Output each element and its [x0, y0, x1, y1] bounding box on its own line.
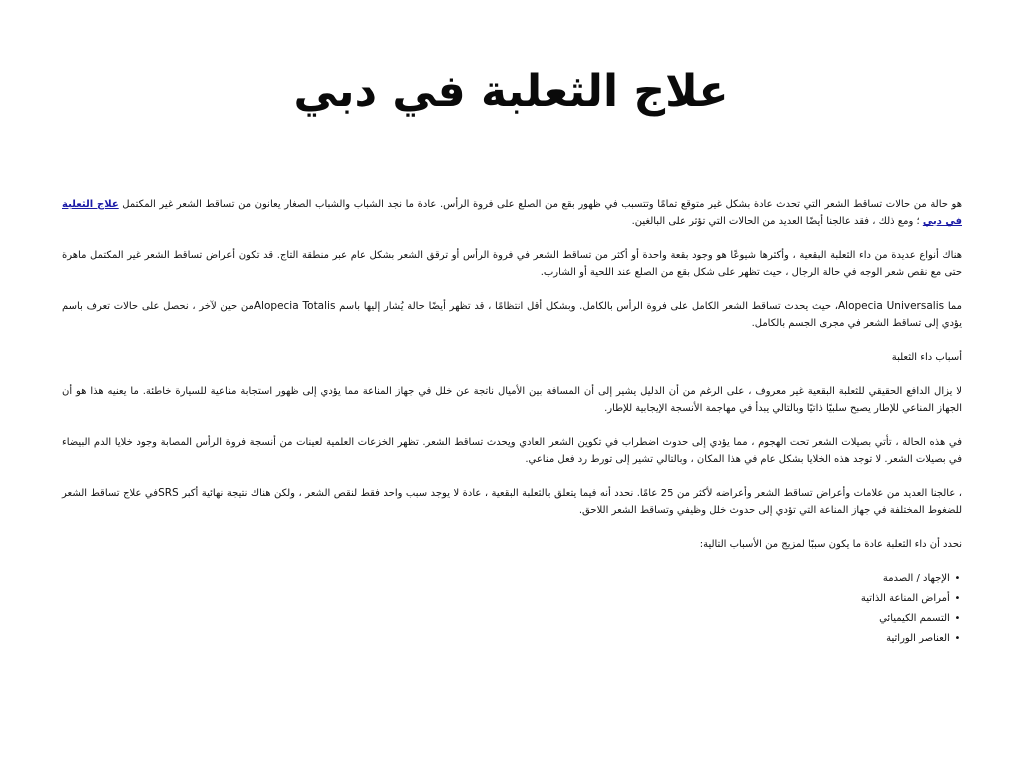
list-item: • الإجهاد / الصدمة	[62, 570, 962, 587]
types-paragraph: هناك أنواع عديدة من داء الثعلبة البقعية ، وأكثرها شيوعًا هو وجود بقعة واحدة أو أكثر من تساقط الشعر في فروة الرأس أو ترقق الشعر بشكل عام عبر منطقة التاج. قد تكون أعراض تساقط الشعر غير المكتمل ماهرة حتى مع نقص شعر الوجه في حالة الرجال ، حيث تظهر على شكل بقع من الصلع عند اللحية أو الشارب.	[62, 250, 962, 278]
bullet-icon: •	[954, 573, 961, 584]
intro-paragraph	[62, 196, 962, 230]
srs-text-1: ، عالجنا العديد من علامات وأعراض تساقط الشعر وأعراضه لأكثر من 25 عامًا. نحدد أنه فيما يتعلق بالثعلبة البقعية ، عادة لا يوجد سبب واحد فقط لنقص الشعر ، ولكن هناك نتيجة نهائية أكبر	[182, 488, 962, 499]
srs-text-2: في علاج تساقط الشعر للضغوط المختلفة في جهاز المناعة التي تؤدي إلى حدوث خلل وظيفي وتساقط الشعر اللاحق.	[62, 488, 962, 516]
universalis-text-3: من حين لآخر ، نحصل على حالات تعرف باسم يؤدي إلى تساقط الشعر في مجرى الجسم بالكامل.	[62, 301, 962, 329]
alopecia-treatment-link[interactable]: علاج الثعلبة في دبي	[62, 199, 962, 227]
follicles-paragraph: في هذه الحالة ، تأتي بصيلات الشعر تحت الهجوم ، مما يؤدي إلى حدوث اضطراب في تكوين الشعر العادي ويحدث تساقط الشعر. تظهر الخزعات العلمية لعينات من أنسجة فروة الرأس المصابة وجود خلايا الدم البيضاء في بصيلات الشعر. لا توجد هذه الخلايا بشكل عام في هذا المكان ، وبالتالي تشير إلى تورط رد فعل مناعي.	[62, 437, 962, 465]
bullet-icon: •	[954, 633, 961, 644]
list-item: • أمراض المناعة الذاتية	[62, 590, 962, 607]
causes-intro: نحدد أن داء الثعلبة عادة ما يكون سببًا لمزيج من الأسباب التالية:	[699, 539, 962, 550]
universalis-paragraph	[62, 298, 962, 332]
universalis-text-2: ، حيث يحدث تساقط الشعر الكامل على فروة الرأس بالكامل. وبشكل أقل انتظامًا ، قد تظهر أيضًا حالة يُشار إليها باسم	[339, 301, 838, 312]
universalis-text-1: مما	[947, 301, 962, 312]
causes-heading: أسباب داء الثعلبة	[891, 352, 962, 363]
term-alopecia-totalis: Alopecia Totalis	[253, 300, 336, 312]
article-body	[62, 196, 962, 650]
srs-paragraph	[62, 485, 962, 519]
list-item: • التسمم الكيميائي	[62, 610, 962, 627]
intro-text: هو حالة من حالات تساقط الشعر التي تحدث عادة بشكل غير متوقع تمامًا وتتسبب في ظهور بقع من الصلع على فروة الرأس. عادة ما نجد الشباب والشباب الصغار يعانون من تساقط الشعر غير المكتمل	[122, 199, 962, 210]
term-alopecia-universalis: Alopecia Universalis	[837, 300, 945, 312]
page-title: علاج الثعلبة في دبي	[293, 66, 729, 117]
intro-text-continued: ؛ ومع ذلك ، فقد عالجنا أيضًا العديد من الحالات التي تؤثر على البالغين.	[631, 216, 920, 227]
causes-list	[62, 570, 962, 647]
bullet-icon: •	[954, 593, 961, 604]
term-srs: SRS	[158, 487, 179, 499]
immune-paragraph: لا يزال الدافع الحقيقي للثعلبة البقعية غير معروف ، على الرغم من أن الدليل يشير إلى أن المسافة بين الأميال ناتجة عن خلل في جهاز المناعة مما يؤدي إلى ظهور استجابة مناعية للسيارة خاطئة. ما يعنيه هذا هو أن الجهاز المناعي للإطار يصبح سلبيًا ذاتيًا وبالتالي يبدأ في مهاجمة الأنسجة الإيجابية للإطار.	[62, 386, 962, 414]
list-item: • العناصر الوراثية	[62, 630, 962, 647]
bullet-icon: •	[954, 613, 961, 624]
